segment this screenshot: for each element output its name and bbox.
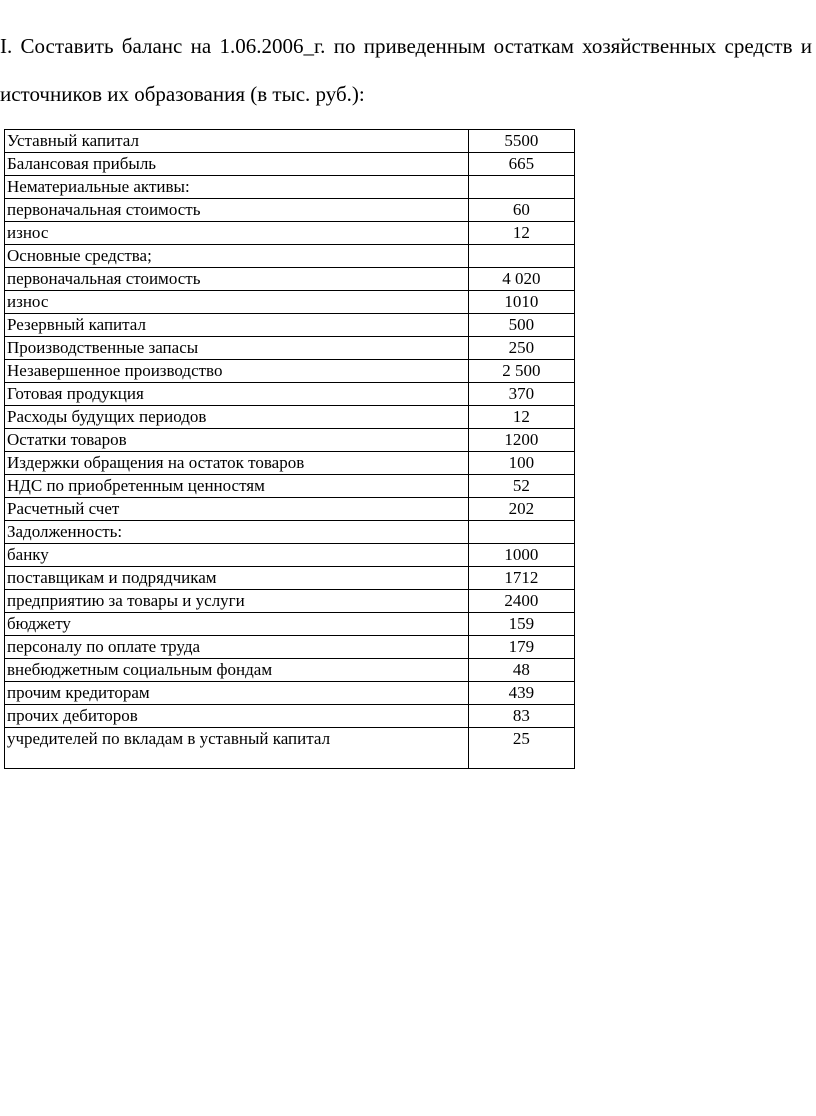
row-item-value [468,176,574,199]
table-row [5,222,575,245]
row-item-label: Издержки обращения на остаток товаров [5,452,469,475]
row-item-value: 52 [468,475,574,498]
table-row [5,682,575,705]
row-item-label: поставщикам и подрядчикам [5,567,469,590]
row-item-value: 500 [468,314,574,337]
row-item-value: 439 [468,682,574,705]
row-item-label: Производственные запасы [5,337,469,360]
table-row [5,590,575,613]
table-row [5,567,575,590]
table-row [5,705,575,728]
balance-data-table [4,129,575,769]
row-item-label: Уставный капитал [5,130,469,153]
row-item-value: 25 [468,728,574,769]
row-item-label: Расчетный счет [5,498,469,521]
row-item-value: 159 [468,613,574,636]
row-item-value [468,245,574,268]
row-item-label: учредителей по вкладам в уставный капитал [5,728,469,769]
row-item-label: внебюджетным социальным фондам [5,659,469,682]
row-item-label: первоначальная стоимость [5,199,469,222]
row-item-value: 250 [468,337,574,360]
table-row [5,544,575,567]
row-item-value: 2400 [468,590,574,613]
row-item-value: 1010 [468,291,574,314]
row-item-label: Нематериальные активы: [5,176,469,199]
row-item-label: прочих дебиторов [5,705,469,728]
table-row [5,383,575,406]
row-item-value: 12 [468,406,574,429]
row-item-value: 5500 [468,130,574,153]
row-item-value: 1200 [468,429,574,452]
row-item-label: Основные средства; [5,245,469,268]
row-item-value: 202 [468,498,574,521]
row-item-value: 60 [468,199,574,222]
table-row [5,245,575,268]
table-row [5,498,575,521]
table-row [5,613,575,636]
row-item-label: предприятию за товары и услуги [5,590,469,613]
row-item-label: персоналу по оплате труда [5,636,469,659]
table-row [5,360,575,383]
row-item-label: прочим кредиторам [5,682,469,705]
row-item-label: Остатки товаров [5,429,469,452]
row-item-label: Балансовая прибыль [5,153,469,176]
balance-table-body [5,130,575,769]
table-row [5,406,575,429]
table-row [5,429,575,452]
row-item-label: Задолженность: [5,521,469,544]
table-row [5,521,575,544]
row-item-label: износ [5,291,469,314]
row-item-value: 100 [468,452,574,475]
row-item-value: 2 500 [468,360,574,383]
row-item-label: бюджету [5,613,469,636]
row-item-label: Незавершенное производство [5,360,469,383]
row-item-value: 179 [468,636,574,659]
table-row [5,153,575,176]
row-item-value: 4 020 [468,268,574,291]
row-item-value: 370 [468,383,574,406]
table-row [5,291,575,314]
row-item-label: Готовая продукция [5,383,469,406]
row-item-value [468,521,574,544]
row-item-label: банку [5,544,469,567]
row-item-value: 665 [468,153,574,176]
table-row [5,130,575,153]
table-row [5,314,575,337]
row-item-label: износ [5,222,469,245]
row-item-value: 1000 [468,544,574,567]
row-item-label: первоначальная стоимость [5,268,469,291]
row-item-value: 48 [468,659,574,682]
row-item-value: 1712 [468,567,574,590]
table-row [5,728,575,769]
table-row [5,199,575,222]
table-row [5,268,575,291]
task-statement: I. Составить баланс на 1.06.2006_г. по приведенным остаткам хозяйственных средств и источников их образования (в тыс. руб.): [0,34,812,106]
row-item-label: Резервный капитал [5,314,469,337]
table-row [5,636,575,659]
row-item-label: Расходы будущих периодов [5,406,469,429]
row-item-value: 12 [468,222,574,245]
table-row [5,337,575,360]
table-row [5,452,575,475]
row-item-value: 83 [468,705,574,728]
table-row [5,176,575,199]
table-row [5,475,575,498]
table-row [5,659,575,682]
row-item-label: НДС по приобретенным ценностям [5,475,469,498]
